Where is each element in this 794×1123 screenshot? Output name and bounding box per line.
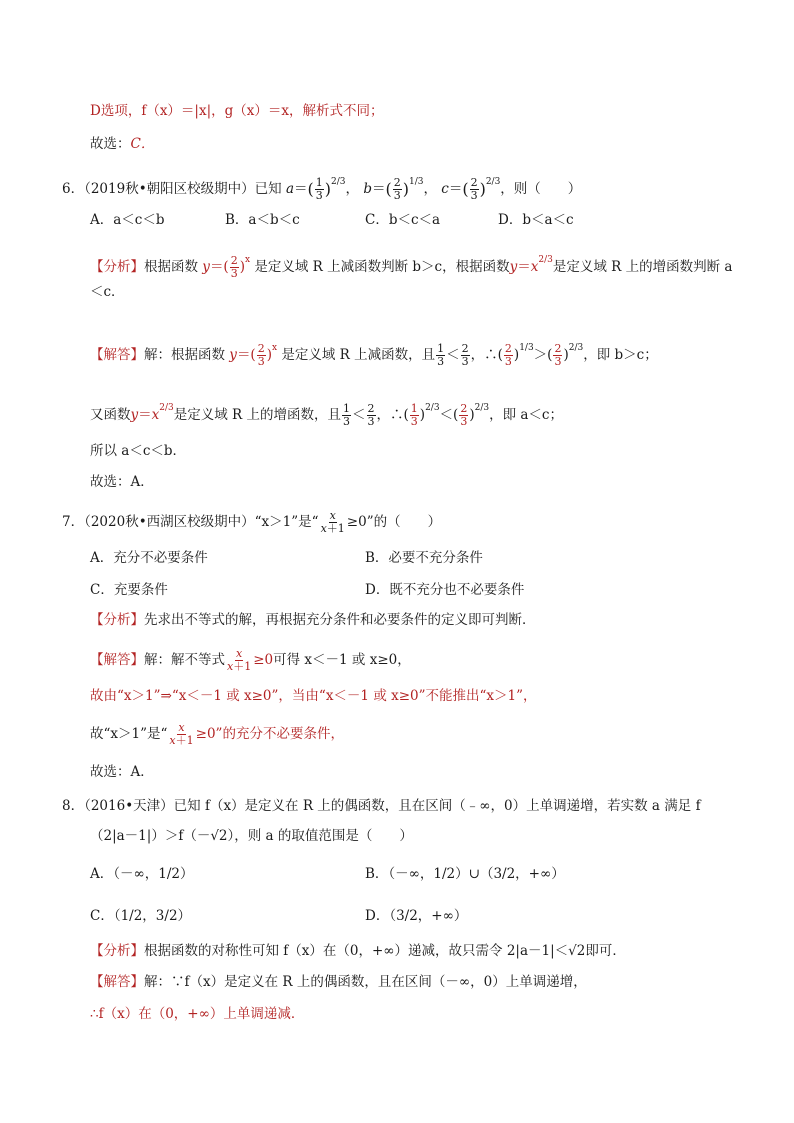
q6-answer: 故选：A． — [90, 474, 154, 490]
q8-solution: 【解答】解：∵f（x）是定义在 R 上的偶函数，且在区间（－∞，0）上单调递增， — [90, 974, 587, 990]
q6-analysis-cont: ＜c． — [90, 284, 125, 300]
question-6: 6．（2019秋•朝阳区校级期中）已知 a＝( $\frac{1}{3}$ )$^{2/3}$， b＝( $\frac{2}{3}$ )$^{1/3}$， c＝( $\frac{2}{3}$ )$^{2/3}$，则（ ） — [62, 176, 582, 202]
answer-value: C． — [130, 136, 155, 152]
q7-option-d: D．既不充分也不必要条件 — [365, 582, 525, 598]
q8-option-d: D．（3/2，+∞） — [365, 908, 468, 924]
question-8-cont: （2|a－1|）＞f（－√2），则 a 的取值范围是（ ） — [90, 828, 413, 844]
q8-analysis: 【分析】根据函数的对称性可知 f（x）在（0，+∞）递减，故只需令 2|a－1|＜√2即可． — [90, 943, 626, 959]
q8-solution-cont: ∴f（x）在（0，+∞）上单调递减． — [90, 1006, 305, 1022]
q6-option-a: A．a＜c＜b — [90, 212, 165, 228]
q8-option-a: A．（－∞，1/2） — [90, 866, 194, 882]
q8-option-c: C．（1/2，3/2） — [90, 908, 192, 924]
q6-solution-2: 又函数$y=x^{2/3}$是定义域 R 上的增函数，且 $\frac{1}{3}$ ＜ $\frac{2}{3}$ ，∴( $\frac{1}{3}$ )$^{2/3}$＜( $\frac{2}{3}$ )$^{2/3}$，即 a＜c； — [90, 402, 563, 428]
answer-label: 故选： — [90, 136, 131, 152]
q7-option-a: A．充分不必要条件 — [90, 550, 208, 566]
q7-answer: 故选：A． — [90, 764, 154, 780]
q6-stem: 6．（2019秋•朝阳区校级期中）已知 — [62, 181, 282, 197]
q7-option-b: B．必要不充分条件 — [365, 550, 483, 566]
q8-option-b: B．（－∞，1/2）∪（3/2，+∞） — [365, 866, 565, 882]
q6-conclusion: 所以 a＜c＜b． — [90, 443, 187, 459]
q7-analysis: 【分析】先求出不等式的解，再根据充分条件和必要条件的定义即可判断． — [90, 612, 536, 628]
question-7: 7．（2020秋•西湖区校级期中）“x＞1”是“ $\frac{x}{x+1}$ ≥0”的（ ） — [62, 509, 442, 535]
q7-solution: 【解答】解：解不等式 $\frac{x}{x+1}$ ≥0可得 x＜－1 或 x≥0， — [90, 647, 411, 673]
q6-option-b: B．a＜b＜c — [225, 212, 300, 228]
q7-reasoning: 故由“x＞1”⇒“x＜－1 或 x≥0”，当由“x＜－1 或 x≥0”不能推出“x＞1”， — [90, 688, 537, 704]
option-d-explanation: D选项，f（x）＝|x|，g（x）＝x，解析式不同； — [90, 103, 384, 119]
q6-option-d: D．b＜a＜c — [498, 212, 574, 228]
question-8: 8．（2016•天津）已知 f（x）是定义在 R 上的偶函数，且在区间（﹣∞，0）上单调递增，若实数 a 满足 f — [62, 798, 701, 814]
q7-option-c: C．充要条件 — [90, 582, 168, 598]
q6-analysis: 【分析】根据函数 y＝( $\frac{2}{3}$ )$^x$ 是定义域 R 上减函数判断 b＞c，根据函数$y=x^{2/3}$是定义域 R 上的增函数判断 a — [90, 254, 733, 280]
q7-conclusion: 故“x＞1”是“ $\frac{x}{x+1}$ ≥0”的充分不必要条件， — [90, 721, 344, 747]
q6-option-c: C．b＜c＜a — [365, 212, 441, 228]
q6-solution: 【解答】解：根据函数 y＝( $\frac{2}{3}$ )$^x$ 是定义域 R 上减函数，且 $\frac{1}{3}$ ＜ $\frac{2}{3}$ ，∴( $\frac{2}{3}$ )$^{1/3}$＞( $\frac{2}{3}$ )$^{2/3}$，即 b＞c； — [90, 342, 658, 368]
